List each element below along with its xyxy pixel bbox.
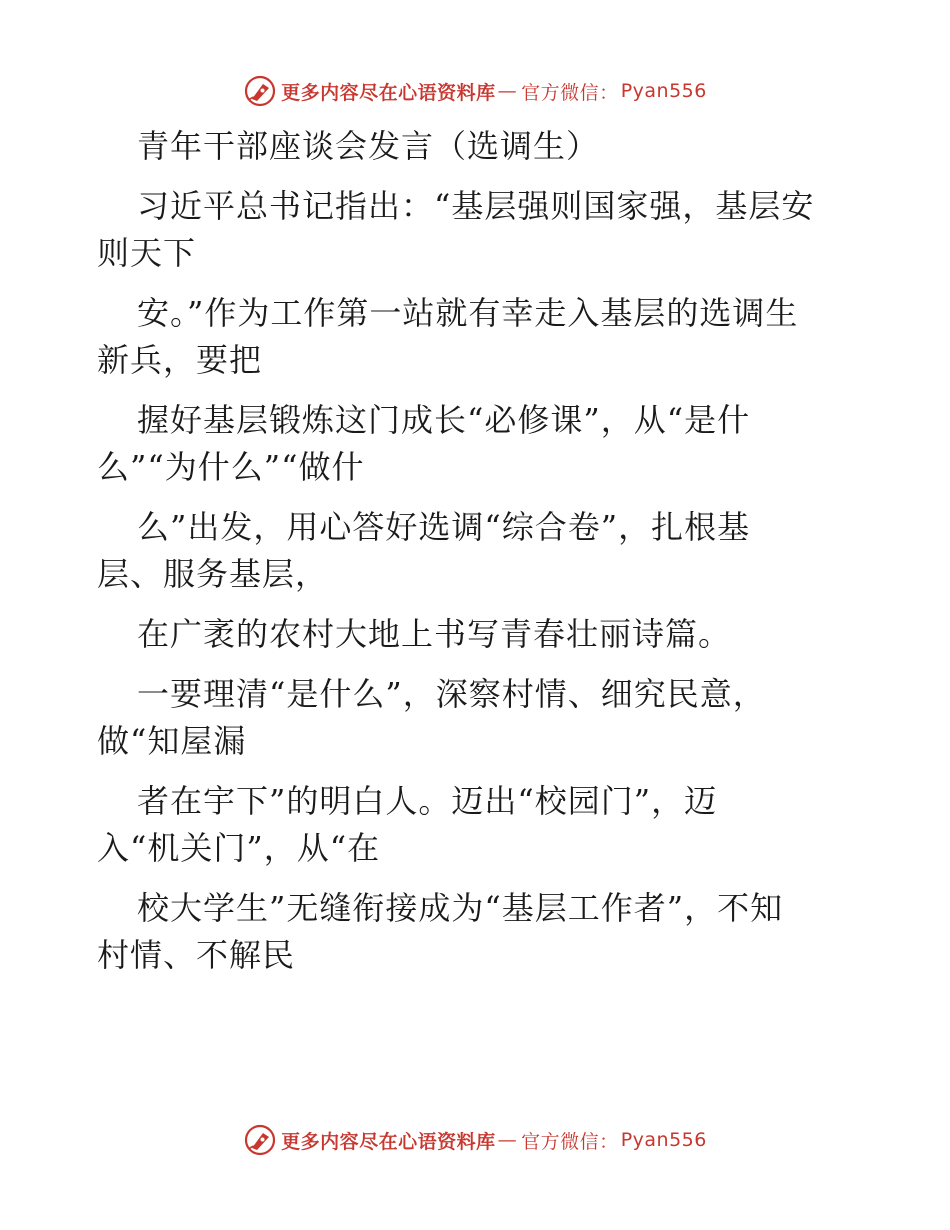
paragraph-line: 么”“为什么”“做什 xyxy=(97,448,365,486)
paragraph-line: 么”出发，用心答好选调“综合卷”，扎根基 xyxy=(137,508,751,546)
paragraph-line: 村情、不解民 xyxy=(97,936,296,974)
paragraph-line: 安。”作为工作第一站就有幸走入基层的选调生 xyxy=(137,294,799,332)
footer-watermark xyxy=(0,1120,950,1160)
watermark-brand: 更多内容尽在心语资料库 xyxy=(281,81,496,104)
watermark-wechat-id: Pyan556 xyxy=(620,80,707,102)
paragraph-line: 在广袤的农村大地上书写青春壮丽诗篇。 xyxy=(137,615,732,653)
paragraph-line: 一要理清“是什么”，深察村情、细究民意， xyxy=(137,675,766,713)
paragraph-line: 入“机关门”，从“在 xyxy=(97,829,381,867)
pen-nib-circle-icon xyxy=(243,74,277,108)
paragraph-line: 做“知屋漏 xyxy=(97,722,247,760)
paragraph-line: 层、服务基层， xyxy=(97,555,329,593)
paragraph-line: 新兵，要把 xyxy=(97,341,263,379)
watermark-wechat-id: Pyan556 xyxy=(620,1129,707,1151)
paragraph-line: 握好基层锻炼这门成长“必修课”，从“是什 xyxy=(137,401,751,439)
header-watermark xyxy=(0,71,950,111)
watermark-separator: — xyxy=(497,1129,518,1151)
document-title: 青年干部座谈会发言（选调生） xyxy=(137,127,600,165)
paragraph-line: 者在宇下”的明白人。迈出“校园门”，迈 xyxy=(137,782,718,820)
paragraph-line: 习近平总书记指出：“基层强则国家强，基层安 xyxy=(137,187,815,225)
watermark-wechat-label: 官方微信： xyxy=(521,1130,619,1153)
watermark-wechat-label: 官方微信： xyxy=(521,81,619,104)
watermark-separator: — xyxy=(497,80,518,102)
pen-nib-circle-icon xyxy=(243,1123,277,1157)
paragraph-line: 则天下 xyxy=(97,234,197,272)
paragraph-line: 校大学生”无缝衔接成为“基层工作者”，不知 xyxy=(137,889,784,927)
document-body xyxy=(97,123,887,979)
watermark-brand: 更多内容尽在心语资料库 xyxy=(281,1130,496,1153)
